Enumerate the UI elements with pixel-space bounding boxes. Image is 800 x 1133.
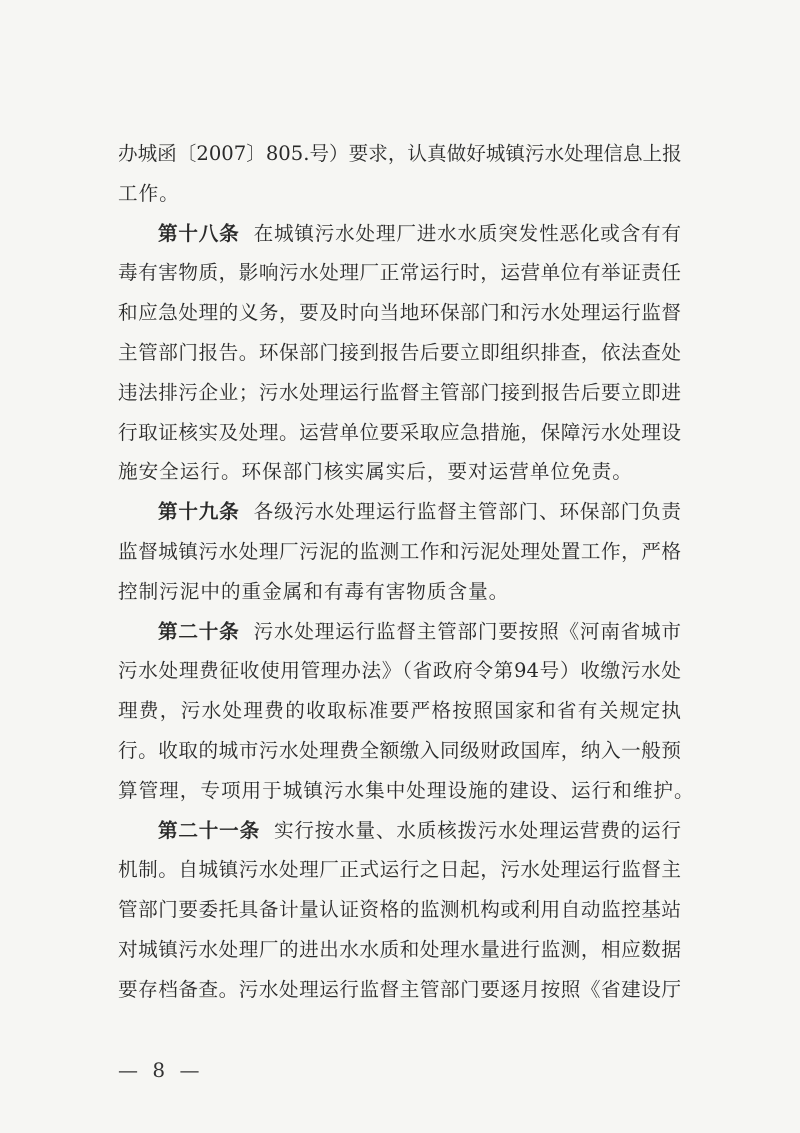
article-heading: 第十九条 [158, 500, 240, 524]
line-text: 工作。 [118, 181, 180, 205]
article-paragraph [118, 612, 695, 811]
line-text: 要存档备查。污水处理运行监督主管部门要逐月按照《省建设厅 [118, 977, 681, 1001]
text-line [118, 850, 681, 890]
line-text: 各级污水处理运行监督主管部门、环保部门负责 [253, 500, 682, 524]
text-line [118, 452, 681, 492]
text-line [118, 214, 681, 254]
text-line [118, 413, 681, 453]
text-line [118, 930, 681, 970]
text-line [118, 373, 681, 413]
text-line [118, 134, 681, 174]
article-paragraph [118, 214, 681, 493]
line-text: 违法排污企业；污水处理运行监督主管部门接到报告后要立即进 [118, 380, 681, 404]
line-text: 行。收取的城市污水处理费全额缴入同级财政国库，纳入一般预 [118, 738, 681, 762]
article-paragraph [118, 811, 681, 1010]
text-line [118, 572, 681, 612]
text-line [118, 492, 681, 532]
text-line [118, 811, 681, 851]
article-heading: 第二十一条 [158, 818, 260, 842]
line-text: 理费，污水处理费的收取标准要严格按照国家和省有关规定执 [118, 699, 681, 723]
text-line [118, 532, 681, 572]
line-text: 污水处理运行监督主管部门要按照《河南省城市 [253, 619, 682, 643]
text-line [118, 253, 681, 293]
article-paragraph [118, 492, 681, 611]
line-text: 在城镇污水处理厂进水水质突发性恶化或含有有 [253, 221, 682, 245]
line-text: 管部门要委托具备计量认证资格的监测机构或利用自动监控基站 [118, 898, 681, 922]
article-heading: 第二十条 [158, 619, 240, 643]
text-line [118, 731, 681, 771]
text-line [118, 174, 681, 214]
line-text: 办城函〔2007〕805.号）要求，认真做好城镇污水处理信息上报 [118, 142, 682, 165]
line-text: 行取证核实及处理。运营单位要采取应急措施，保障污水处理设 [118, 420, 681, 444]
continued-paragraph [118, 134, 681, 214]
text-line [118, 691, 681, 731]
line-text: 实行按水量、水质核拨污水处理运营费的运行 [273, 818, 682, 842]
text-line [118, 333, 681, 373]
text-line [118, 771, 695, 811]
line-text: 算管理，专项用于城镇污水集中处理设施的建设、运行和维护。 [118, 778, 695, 802]
document-body [118, 134, 695, 1010]
line-text: 毒有害物质，影响污水处理厂正常运行时，运营单位有举证责任 [118, 261, 681, 285]
line-text: 监督城镇污水处理厂污泥的监测工作和污泥处理处置工作，严格 [118, 539, 681, 563]
text-line [118, 890, 681, 930]
line-text: 和应急处理的义务，要及时向当地环保部门和污水处理运行监督 [118, 301, 681, 325]
line-text: 主管部门报告。环保部门接到报告后要立即组织排查，依法查处 [118, 340, 681, 364]
text-line [118, 970, 681, 1010]
article-heading: 第十八条 [158, 221, 240, 245]
line-text: 施安全运行。环保部门核实属实后，要对运营单位免责。 [118, 460, 633, 484]
line-text: 机制。自城镇污水处理厂正式运行之日起，污水处理运行监督主 [118, 858, 681, 882]
line-text: 污水处理费征收使用管理办法》（省政府令第94号）收缴污水处 [118, 659, 681, 683]
text-line [118, 612, 681, 652]
text-line [118, 651, 681, 691]
line-text: 控制污泥中的重金属和有毒有害物质含量。 [118, 579, 510, 603]
text-line [118, 293, 681, 333]
line-text: 对城镇污水处理厂的进出水水质和处理水量进行监测，相应数据 [118, 937, 681, 961]
page-number: — 8 — [118, 1058, 204, 1082]
